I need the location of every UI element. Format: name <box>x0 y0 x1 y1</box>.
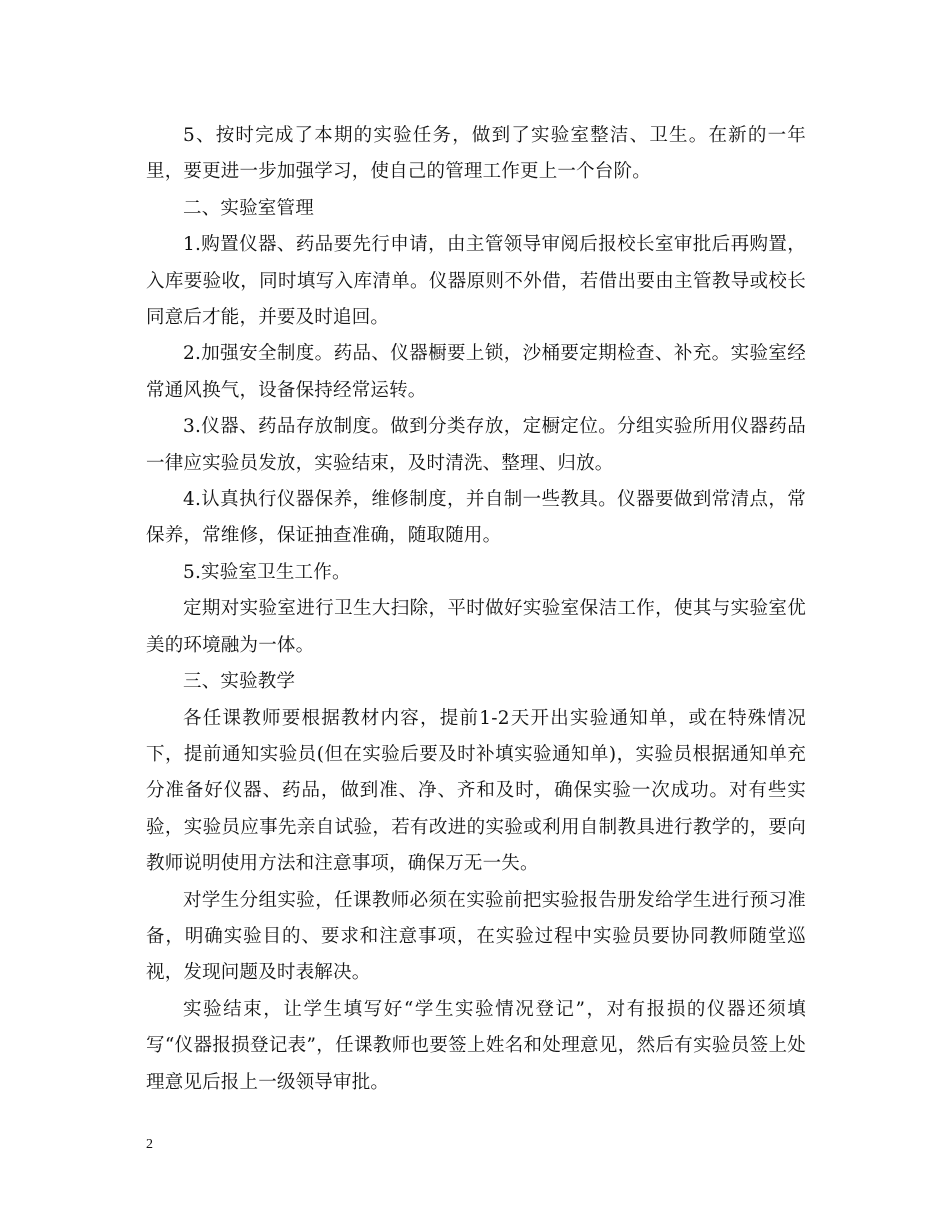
paragraph-teacher-notice: 各任课教师要根据教材内容，提前1-2天开出实验通知单，或在特殊情况下，提前通知实验员(但在实验后要及时补填实验通知单)，实验员根据通知单充分准备好仪器、药品，做到准、净、齐和及时，确保实验一次成功。对有些实验，实验员应事先亲自试验，若有改进的实验或利用自制教具进行教学的，要向教师说明使用方法和注意事项，确保万无一失。 <box>146 707 806 875</box>
paragraph-group-experiments: 对学生分组实验，任课教师必须在实验前把实验报告册发给学生进行预习准备，明确实验目的、要求和注意事项，在实验过程中实验员要协同教师随堂巡视，发现问题及时表解决。 <box>146 889 806 984</box>
paragraph-cleaning: 定期对实验室进行卫生大扫除，平时做好实验室保洁工作，使其与实验室优美的环境融为一体。 <box>146 598 806 656</box>
paragraph-storage-rules: 3.仪器、药品存放制度。做到分类存放，定橱定位。分组实验所用仪器药品一律应实验员发放，实验结束，及时清洗、整理、归放。 <box>146 416 806 474</box>
paragraph-maintenance-rules: 4.认真执行仪器保养，维修制度，并自制一些教具。仪器要做到常清点，常保养，常维修，保证抽查准确，随取随用。 <box>146 489 806 547</box>
paragraph-safety-rules: 2.加强安全制度。药品、仪器橱要上锁，沙桶要定期检查、补充。实验室经常通风换气，设备保持经常运转。 <box>146 343 806 401</box>
body-text <box>146 118 806 1101</box>
paragraph-purchase-instruments: 1.购置仪器、药品要先行申请，由主管领导审阅后报校长室审批后再购置，入库要验收，同时填写入库清单。仪器原则不外借，若借出要由主管教导或校长同意后才能，并要及时追回。 <box>146 234 806 329</box>
heading-lab-management: 二、实验室管理 <box>183 197 314 219</box>
page-number: 2 <box>146 1137 153 1152</box>
heading-experiment-teaching: 三、实验教学 <box>183 671 296 693</box>
paragraph-lab-tasks-completed: 5、按时完成了本期的实验任务，做到了实验室整洁、卫生。在新的一年里，要更进一步加强学习，使自己的管理工作更上一个台阶。 <box>146 125 806 183</box>
paragraph-lab-hygiene: 5.实验室卫生工作。 <box>183 561 351 583</box>
paragraph-experiment-end: 实验结束，让学生填写好“学生实验情况登记”，对有报损的仪器还须填写“仪器报损登记表”，任课教师也要签上姓名和处理意见，然后有实验员签上处理意见后报上一级领导审批。 <box>146 998 806 1093</box>
